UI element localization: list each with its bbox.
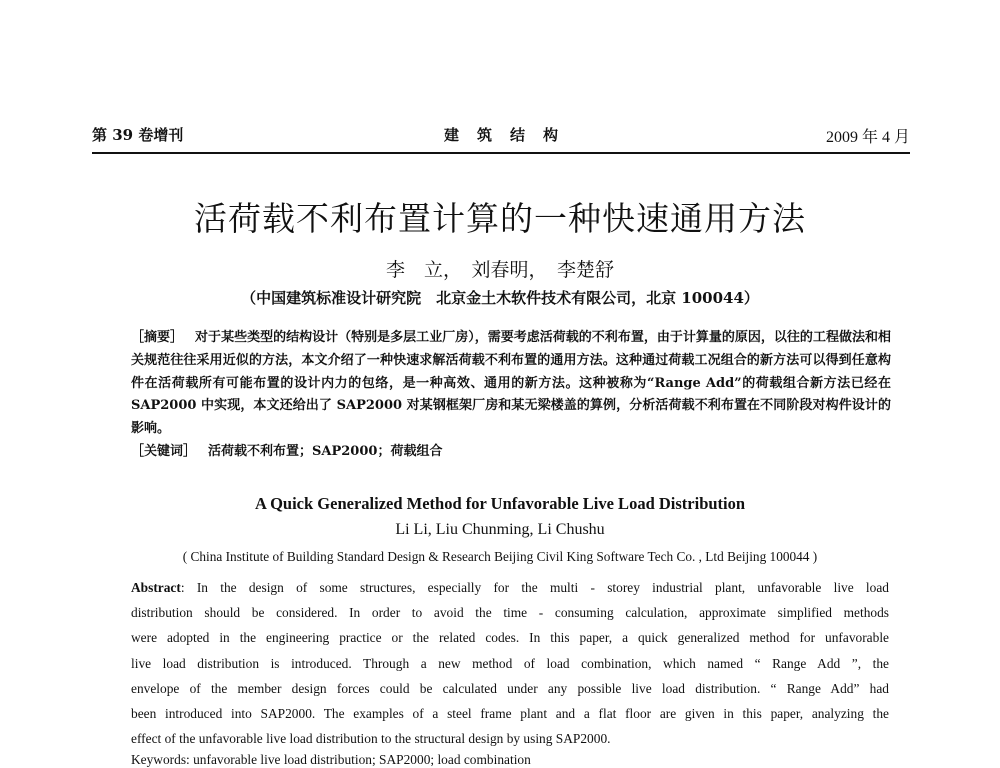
paper-title-cn: 活荷载不利布置计算的一种快速通用方法 bbox=[194, 199, 806, 238]
abstract-en-line: distribution should be considered. In order to avoid the time - consuming calculation, approximate simplified methods bbox=[131, 605, 889, 621]
volume-label: 第 39 卷增刊 bbox=[92, 126, 184, 144]
abstract-en-line: been introduced into SAP2000. The examples of a steel frame plant and a flat floor are given in this paper, analyzing the bbox=[131, 705, 889, 721]
abstract-cn-label: ［摘要］ bbox=[131, 330, 184, 345]
abstract-en-line: live load distribution is introduced. Through a new method of load combination, which named “ Range Add ”, the bbox=[131, 655, 889, 671]
affiliation-cn: （中国建筑标准设计研究院 北京金土木软件技术有限公司，北京 100044） bbox=[241, 289, 759, 307]
running-head bbox=[92, 124, 910, 148]
abstract-en-line: were adopted in the engineering practice or the related codes. In this paper, a quick generalized method for unfavorable bbox=[131, 630, 889, 646]
authors-cn: 李 立， 刘春明， 李楚舒 bbox=[385, 259, 614, 281]
paper-title-en: A Quick Generalized Method for Unfavorable Live Load Distribution bbox=[254, 494, 746, 513]
issue-date: 2009 年 4 月 bbox=[825, 129, 910, 146]
authors-en: Li Li, Liu Chunming, Li Chushu bbox=[395, 521, 605, 538]
header-rule bbox=[92, 152, 910, 154]
abstract-cn bbox=[131, 327, 891, 464]
keywords-cn-text: 活荷载不利布置；SAP2000；荷载组合 bbox=[208, 443, 443, 459]
keywords-cn-label: ［关键词］ bbox=[131, 443, 197, 459]
abstract-cn-text: 对于某些类型的结构设计（特别是多层工业厂房），需要考虑活荷载的不利布置，由于计算量的原因，以往的工程做法和相关规范往往采用近似的方法，本文介绍了一种快速求解活荷载不利布置的通用方法。这种通过荷载工况组合的新方法可以得到任意构件在活荷载所有可能布置的设计内力的包络，是一种高效、通用的新方法。这种被称为“Range Add”的荷载组合新方法已经在 SAP2000 中实现，本文还给出了 SAP2000 对某钢框架厂房和某无梁楼盖的算例，分析活荷载不利布置在不同阶段对构件设计的影响。 bbox=[131, 330, 891, 437]
keywords-en: Keywords: unfavorable live load distribution; SAP2000; load combination bbox=[131, 752, 531, 767]
abstract-en-line: effect of the unfavorable live load distribution to the structural design by using SAP2000. bbox=[131, 731, 611, 747]
abstract-en bbox=[131, 575, 889, 751]
affiliation-en: ( China Institute of Building Standard Design & Research Beijing Civil King Software Tech Co. , Ltd Beijing 100044 ) bbox=[182, 549, 818, 564]
abstract-en-label: Abstract bbox=[131, 580, 181, 595]
abstract-en-line: Abstract: In the design of some structures, especially for the multi - storey industrial plant, unfavorable live load bbox=[131, 580, 889, 595]
abstract-en-line: envelope of the member design forces could be calculated under any possible live load distribution. “ Range Add” had bbox=[131, 680, 889, 696]
journal-name: 建筑结构 bbox=[443, 126, 576, 144]
